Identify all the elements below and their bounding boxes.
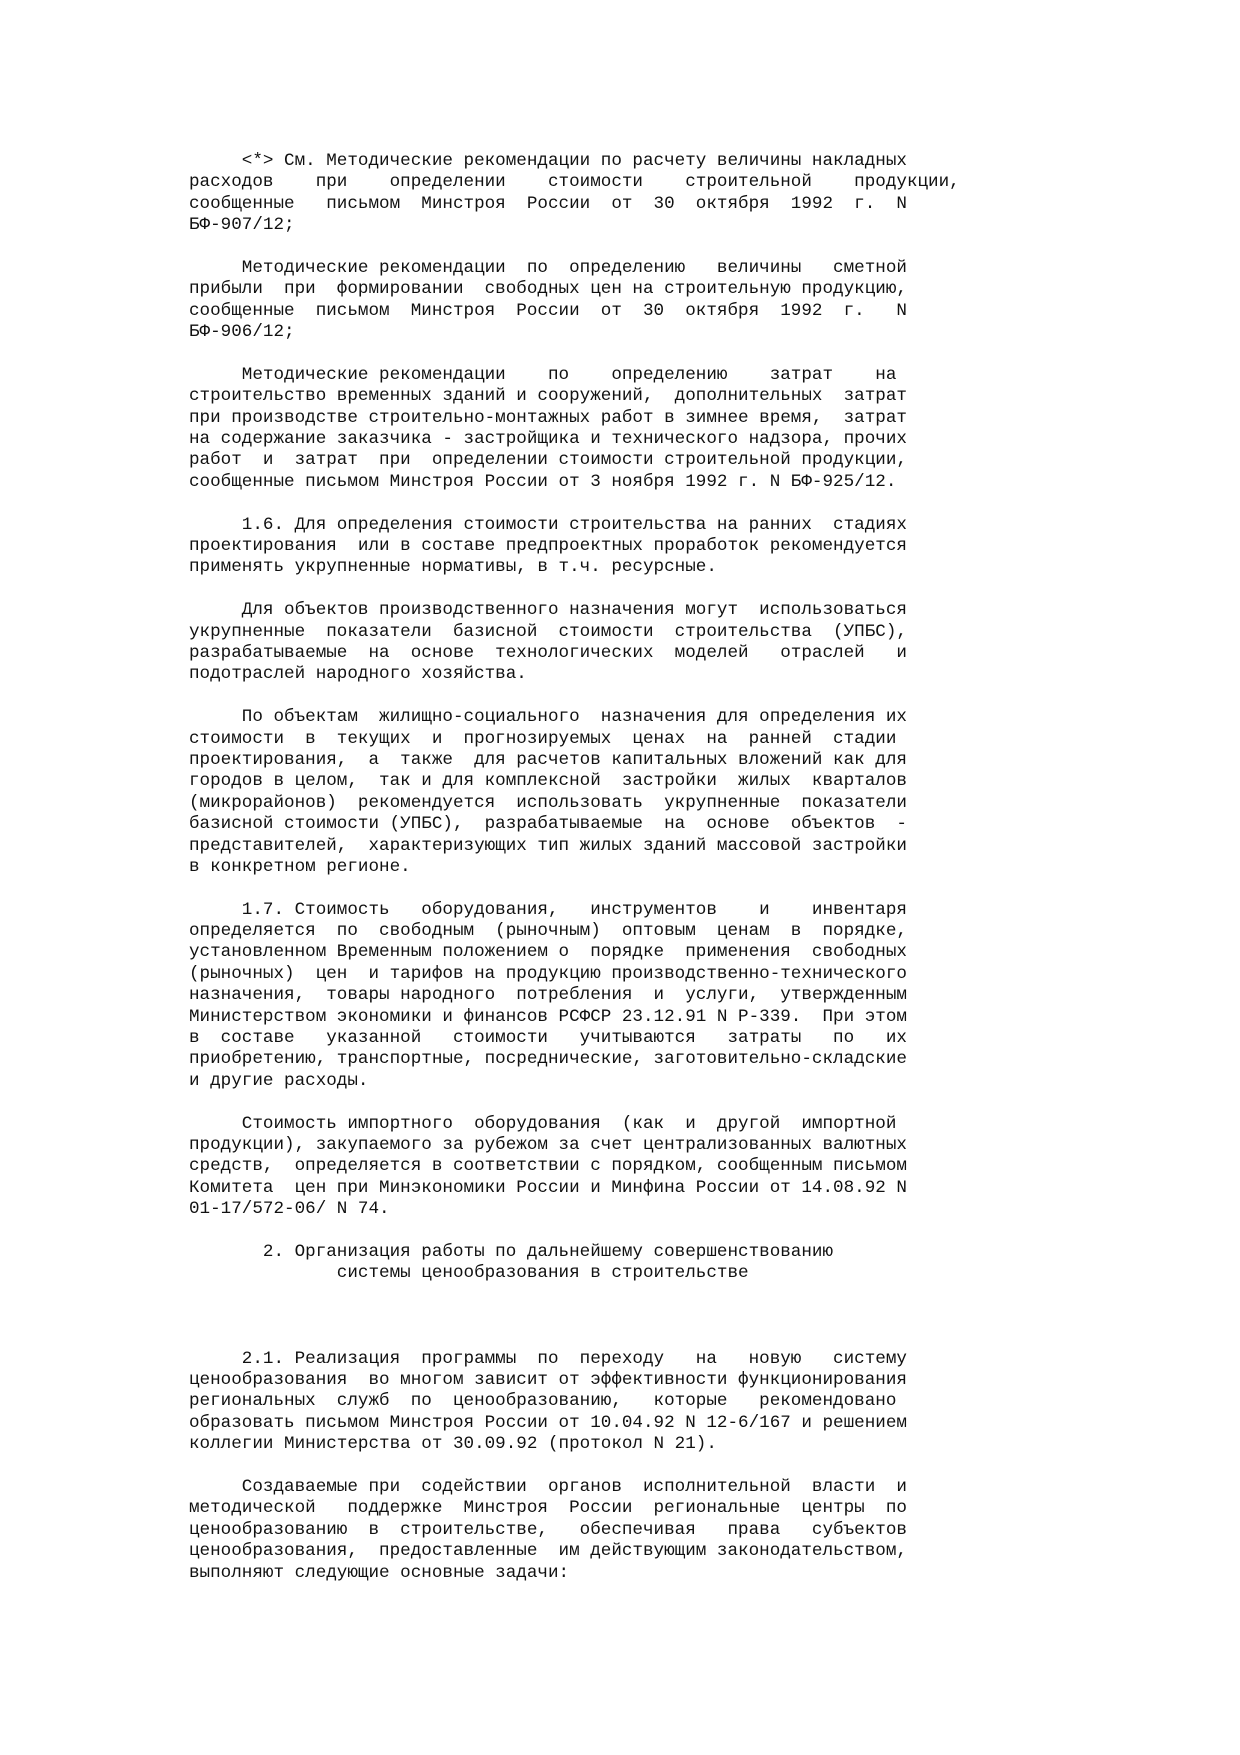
text-line: сообщенные письмом Минстроя России от 30 октября 1992 г. N (189, 193, 907, 214)
text-line: установленном Временным положением о порядке применения свободных (189, 942, 907, 963)
text-line: работ и затрат при определении стоимости строительной продукции, (189, 450, 907, 471)
paragraph-clause-1-6 (189, 515, 969, 579)
text-line: в конкретном регионе. (189, 856, 411, 877)
text-line: Создаваемые при содействии органов исполнительной власти и (189, 1477, 907, 1498)
text-line: прибыли при формировании свободных цен на строительную продукцию, (189, 279, 907, 300)
text-line: региональных служб по ценообразованию, которые рекомендовано (189, 1391, 897, 1412)
text-line: ценообразованию в строительстве, обеспечивая права субъектов (189, 1519, 907, 1540)
text-line: 1.6. Для определения стоимости строительства на ранних стадиях (189, 514, 907, 535)
text-line: проектирования или в составе предпроектных проработок рекомендуется (189, 536, 907, 557)
text-line: базисной стоимости (УПБС), разрабатываемые на основе объектов - (189, 814, 907, 835)
text-line: 1.7. Стоимость оборудования, инструментов и инвентаря (189, 899, 907, 920)
text-line: приобретению, транспортные, посреднические, заготовительно-складские (189, 1049, 907, 1070)
text-line: и другие расходы. (189, 1070, 369, 1091)
text-line: проектирования, а также для расчетов капитальных вложений как для (189, 749, 907, 770)
text-line: (микрорайонов) рекомендуется использовать укрупненные показатели (189, 792, 907, 813)
paragraph-regional-centers (189, 1477, 969, 1584)
text-line: разрабатываемые на основе технологических моделей отраслей и (189, 642, 907, 663)
paragraph-imported-equipment (189, 1114, 969, 1221)
text-line: подотраслей народного хозяйства. (189, 664, 527, 685)
text-line: По объектам жилищно-социального назначения для определения их (189, 707, 907, 728)
text-line: выполняют следующие основные задачи: (189, 1562, 570, 1583)
text-line: продукции), закупаемого за рубежом за счет централизованных валютных (189, 1134, 907, 1155)
paragraph-clause-1-7 (189, 900, 969, 1093)
text-line: 01-17/572-06/ N 74. (189, 1199, 390, 1220)
paragraph-housing-objects (189, 707, 969, 878)
text-line: сообщенные письмом Минстроя России от 3 ноября 1992 г. N БФ-925/12. (189, 471, 897, 492)
text-line: средств, определяется в соответствии с порядком, сообщенным письмом (189, 1156, 907, 1177)
text-line: (рыночных) цен и тарифов на продукцию производственно-технического (189, 963, 907, 984)
text-line: образовать письмом Минстроя России от 10.04.92 N 12-6/167 и решением (189, 1412, 907, 1433)
text-line: Комитета цен при Минэкономики России и Минфина России от 14.08.92 N (189, 1177, 907, 1198)
text-line: назначения, товары народного потребления и услуги, утвержденным (189, 985, 907, 1006)
text-line: строительство временных зданий и сооружений, дополнительных затрат (189, 386, 907, 407)
text-line: Методические рекомендации по определению величины сметной (189, 257, 907, 278)
text-line: стоимости в текущих и прогнозируемых ценах на ранней стадии (189, 728, 897, 749)
text-line: методической поддержке Минстроя России региональные центры по (189, 1498, 907, 1519)
text-line: расходов при определении стоимости строительной продукции, (189, 172, 960, 193)
text-line: ценообразования во многом зависит от эффективности функционирования (189, 1370, 907, 1391)
text-line: <*> См. Методические рекомендации по расчету величины накладных (189, 151, 907, 171)
text-line: 2.1. Реализация программы по переходу на новую систему (189, 1348, 907, 1369)
text-line: в составе указанной стоимости учитываются затраты по их (189, 1028, 907, 1049)
paragraph-temporary-buildings-recommendations (189, 365, 969, 493)
section-heading-line-1: 2. Организация работы по дальнейшему совершенствованию (189, 1241, 834, 1262)
section-heading-line-2: системы ценообразования в строительстве (189, 1263, 749, 1284)
text-line: Для объектов производственного назначения могут использоваться (189, 600, 907, 621)
paragraph-footnote (189, 151, 969, 237)
text-line: на содержание заказчика - застройщика и технического надзора, прочих (189, 429, 907, 450)
text-line: определяется по свободным (рыночным) оптовым ценам в порядке, (189, 921, 907, 942)
paragraph-industrial-objects (189, 600, 969, 686)
text-line: применять укрупненные нормативы, в т.ч. ресурсные. (189, 557, 717, 578)
text-line: Министерством экономики и финансов РСФСР 23.12.91 N Р-339. При этом (189, 1006, 907, 1027)
document-page (189, 151, 969, 1605)
text-line: ценообразования, предоставленные им действующим законодательством, (189, 1541, 907, 1562)
document-body-after-heading (189, 1349, 969, 1584)
text-line: укрупненные показатели базисной стоимости строительства (УПБС), (189, 621, 907, 642)
paragraph-clause-2-1 (189, 1349, 969, 1456)
paragraph-profit-recommendations (189, 258, 969, 344)
text-line: коллегии Министерства от 30.09.92 (протокол N 21). (189, 1434, 717, 1455)
document-body-before-heading (189, 151, 969, 1221)
text-line: Методические рекомендации по определению затрат на (189, 364, 897, 385)
section-heading (189, 1242, 969, 1285)
text-line: представителей, характеризующих тип жилых зданий массовой застройки (189, 835, 907, 856)
text-line: Стоимость импортного оборудования (как и другой импортной (189, 1113, 897, 1134)
text-line: БФ-906/12; (189, 322, 295, 343)
text-line: БФ-907/12; (189, 215, 295, 236)
text-line: сообщенные письмом Минстроя России от 30 октября 1992 г. N (189, 300, 907, 321)
text-line: при производстве строительно-монтажных работ в зимнее время, затрат (189, 407, 907, 428)
text-line: городов в целом, так и для комплексной застройки жилых кварталов (189, 771, 907, 792)
